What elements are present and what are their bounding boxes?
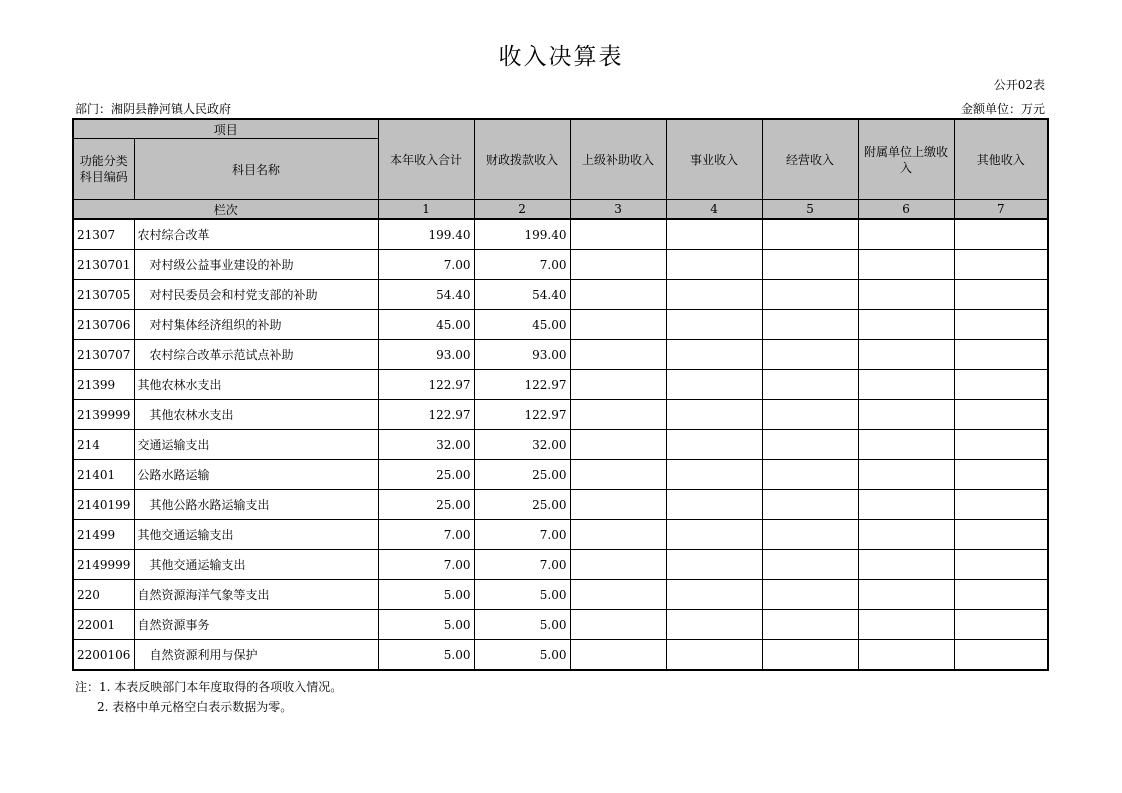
cell-affiliated xyxy=(858,550,954,580)
cell-code: 2130707 xyxy=(73,340,134,370)
note-1: 注：1. 本表反映部门本年度取得的各项收入情况。 xyxy=(75,680,343,694)
cell-fiscal: 54.40 xyxy=(474,280,570,310)
cell-affiliated xyxy=(858,250,954,280)
header-col-7: 其他收入 xyxy=(954,119,1048,200)
cell-business xyxy=(666,340,762,370)
cell-total: 7.00 xyxy=(378,250,474,280)
cell-business xyxy=(666,430,762,460)
cell-affiliated xyxy=(858,580,954,610)
cell-affiliated xyxy=(858,610,954,640)
header-item: 项目 xyxy=(73,119,378,139)
cell-other xyxy=(954,430,1048,460)
cell-subject-name: 自然资源海洋气象等支出 xyxy=(134,580,378,610)
cell-subject-name: 交通运输支出 xyxy=(134,430,378,460)
cell-affiliated xyxy=(858,340,954,370)
cell-fiscal: 199.40 xyxy=(474,219,570,250)
cell-fiscal: 25.00 xyxy=(474,490,570,520)
cell-operating xyxy=(762,310,858,340)
header-colno-2: 2 xyxy=(474,200,570,220)
cell-total: 32.00 xyxy=(378,430,474,460)
cell-code: 2130705 xyxy=(73,280,134,310)
table-row xyxy=(73,520,1048,550)
department-label: 部门：湘阴县静河镇人民政府 xyxy=(75,102,232,116)
cell-upper-subsidy xyxy=(570,520,666,550)
cell-fiscal: 32.00 xyxy=(474,430,570,460)
cell-upper-subsidy xyxy=(570,430,666,460)
cell-total: 5.00 xyxy=(378,580,474,610)
cell-code: 21307 xyxy=(73,219,134,250)
cell-affiliated xyxy=(858,520,954,550)
table-row xyxy=(73,280,1048,310)
amount-unit-label: 金额单位：万元 xyxy=(960,102,1045,116)
page-title: 收入决算表 xyxy=(498,44,624,70)
header-col-1: 本年收入合计 xyxy=(378,119,474,200)
header-col-5: 经营收入 xyxy=(762,119,858,200)
table-row xyxy=(73,490,1048,520)
table-row xyxy=(73,550,1048,580)
cell-fiscal: 7.00 xyxy=(474,550,570,580)
table-row xyxy=(73,310,1048,340)
table-row xyxy=(73,580,1048,610)
cell-code: 2139999 xyxy=(73,400,134,430)
cell-code: 220 xyxy=(73,580,134,610)
cell-business xyxy=(666,580,762,610)
cell-total: 122.97 xyxy=(378,400,474,430)
cell-total: 5.00 xyxy=(378,640,474,671)
table-row xyxy=(73,370,1048,400)
cell-business xyxy=(666,310,762,340)
cell-upper-subsidy xyxy=(570,580,666,610)
cell-code: 2130701 xyxy=(73,250,134,280)
cell-business xyxy=(666,400,762,430)
table-row xyxy=(73,640,1048,671)
cell-operating xyxy=(762,370,858,400)
cell-upper-subsidy xyxy=(570,640,666,671)
header-colno-7: 7 xyxy=(954,200,1048,220)
cell-affiliated xyxy=(858,430,954,460)
cell-other xyxy=(954,400,1048,430)
cell-affiliated xyxy=(858,490,954,520)
cell-affiliated xyxy=(858,280,954,310)
cell-code: 21401 xyxy=(73,460,134,490)
note-2: 2. 表格中单元格空白表示数据为零。 xyxy=(97,700,293,714)
cell-other xyxy=(954,490,1048,520)
cell-other xyxy=(954,219,1048,250)
cell-operating xyxy=(762,610,858,640)
cell-fiscal: 7.00 xyxy=(474,520,570,550)
cell-other xyxy=(954,580,1048,610)
cell-code: 2149999 xyxy=(73,550,134,580)
cell-subject-name: 农村综合改革 xyxy=(134,219,378,250)
cell-code: 2130706 xyxy=(73,310,134,340)
header-func-code: 功能分类科目编码 xyxy=(73,139,134,200)
cell-operating xyxy=(762,580,858,610)
notes xyxy=(75,677,342,717)
cell-subject-name: 其他农林水支出 xyxy=(134,400,378,430)
cell-code: 21499 xyxy=(73,520,134,550)
cell-code: 2140199 xyxy=(73,490,134,520)
cell-operating xyxy=(762,340,858,370)
cell-other xyxy=(954,280,1048,310)
cell-subject-name: 自然资源利用与保护 xyxy=(134,640,378,671)
cell-subject-name: 自然资源事务 xyxy=(134,610,378,640)
cell-fiscal: 7.00 xyxy=(474,250,570,280)
income-table xyxy=(72,118,1049,671)
cell-subject-name: 对村集体经济组织的补助 xyxy=(134,310,378,340)
form-number: 公开02表 xyxy=(993,78,1045,92)
cell-business xyxy=(666,460,762,490)
cell-subject-name: 公路水路运输 xyxy=(134,460,378,490)
cell-operating xyxy=(762,400,858,430)
cell-subject-name: 对村民委员会和村党支部的补助 xyxy=(134,280,378,310)
cell-business xyxy=(666,250,762,280)
table-row xyxy=(73,250,1048,280)
cell-other xyxy=(954,310,1048,340)
cell-subject-name: 其他公路水路运输支出 xyxy=(134,490,378,520)
header-subject-name: 科目名称 xyxy=(134,139,378,200)
cell-operating xyxy=(762,640,858,671)
cell-code: 214 xyxy=(73,430,134,460)
cell-code: 22001 xyxy=(73,610,134,640)
cell-fiscal: 93.00 xyxy=(474,340,570,370)
header-col-6: 附属单位上缴收入 xyxy=(858,119,954,200)
cell-total: 93.00 xyxy=(378,340,474,370)
cell-other xyxy=(954,610,1048,640)
cell-upper-subsidy xyxy=(570,610,666,640)
cell-upper-subsidy xyxy=(570,340,666,370)
cell-affiliated xyxy=(858,640,954,671)
table-body xyxy=(73,219,1048,670)
cell-fiscal: 5.00 xyxy=(474,610,570,640)
header-colno-6: 6 xyxy=(858,200,954,220)
cell-total: 54.40 xyxy=(378,280,474,310)
cell-upper-subsidy xyxy=(570,280,666,310)
table-row xyxy=(73,610,1048,640)
cell-operating xyxy=(762,250,858,280)
cell-subject-name: 其他交通运输支出 xyxy=(134,550,378,580)
cell-total: 45.00 xyxy=(378,310,474,340)
table-row xyxy=(73,400,1048,430)
cell-operating xyxy=(762,280,858,310)
cell-affiliated xyxy=(858,310,954,340)
cell-code: 21399 xyxy=(73,370,134,400)
cell-business xyxy=(666,520,762,550)
header-lanci: 栏次 xyxy=(73,200,378,220)
header-colno-1: 1 xyxy=(378,200,474,220)
cell-subject-name: 其他农林水支出 xyxy=(134,370,378,400)
cell-subject-name: 其他交通运输支出 xyxy=(134,520,378,550)
cell-total: 5.00 xyxy=(378,610,474,640)
cell-total: 7.00 xyxy=(378,550,474,580)
table-row xyxy=(73,460,1048,490)
cell-business xyxy=(666,490,762,520)
cell-operating xyxy=(762,520,858,550)
cell-upper-subsidy xyxy=(570,550,666,580)
cell-total: 7.00 xyxy=(378,520,474,550)
header-colno-5: 5 xyxy=(762,200,858,220)
cell-other xyxy=(954,460,1048,490)
cell-other xyxy=(954,640,1048,671)
cell-business xyxy=(666,370,762,400)
cell-upper-subsidy xyxy=(570,310,666,340)
cell-fiscal: 25.00 xyxy=(474,460,570,490)
cell-operating xyxy=(762,490,858,520)
cell-business xyxy=(666,219,762,250)
header-col-3: 上级补助收入 xyxy=(570,119,666,200)
cell-other xyxy=(954,520,1048,550)
cell-upper-subsidy xyxy=(570,250,666,280)
cell-subject-name: 农村综合改革示范试点补助 xyxy=(134,340,378,370)
cell-affiliated xyxy=(858,219,954,250)
cell-fiscal: 122.97 xyxy=(474,400,570,430)
cell-operating xyxy=(762,460,858,490)
cell-operating xyxy=(762,550,858,580)
cell-other xyxy=(954,370,1048,400)
cell-subject-name: 对村级公益事业建设的补助 xyxy=(134,250,378,280)
cell-fiscal: 5.00 xyxy=(474,580,570,610)
cell-upper-subsidy xyxy=(570,370,666,400)
table-row xyxy=(73,219,1048,250)
cell-other xyxy=(954,340,1048,370)
header-col-4: 事业收入 xyxy=(666,119,762,200)
cell-business xyxy=(666,610,762,640)
cell-total: 25.00 xyxy=(378,490,474,520)
cell-upper-subsidy xyxy=(570,460,666,490)
cell-business xyxy=(666,550,762,580)
cell-affiliated xyxy=(858,400,954,430)
cell-other xyxy=(954,550,1048,580)
header-col-2: 财政拨款收入 xyxy=(474,119,570,200)
cell-total: 25.00 xyxy=(378,460,474,490)
cell-other xyxy=(954,250,1048,280)
cell-upper-subsidy xyxy=(570,490,666,520)
cell-code: 2200106 xyxy=(73,640,134,671)
cell-business xyxy=(666,280,762,310)
cell-total: 199.40 xyxy=(378,219,474,250)
cell-upper-subsidy xyxy=(570,400,666,430)
header-colno-3: 3 xyxy=(570,200,666,220)
cell-fiscal: 45.00 xyxy=(474,310,570,340)
table-row xyxy=(73,340,1048,370)
header-colno-4: 4 xyxy=(666,200,762,220)
cell-total: 122.97 xyxy=(378,370,474,400)
cell-affiliated xyxy=(858,460,954,490)
table-row xyxy=(73,430,1048,460)
cell-fiscal: 5.00 xyxy=(474,640,570,671)
cell-upper-subsidy xyxy=(570,219,666,250)
cell-fiscal: 122.97 xyxy=(474,370,570,400)
cell-affiliated xyxy=(858,370,954,400)
cell-operating xyxy=(762,430,858,460)
cell-business xyxy=(666,640,762,671)
cell-operating xyxy=(762,219,858,250)
